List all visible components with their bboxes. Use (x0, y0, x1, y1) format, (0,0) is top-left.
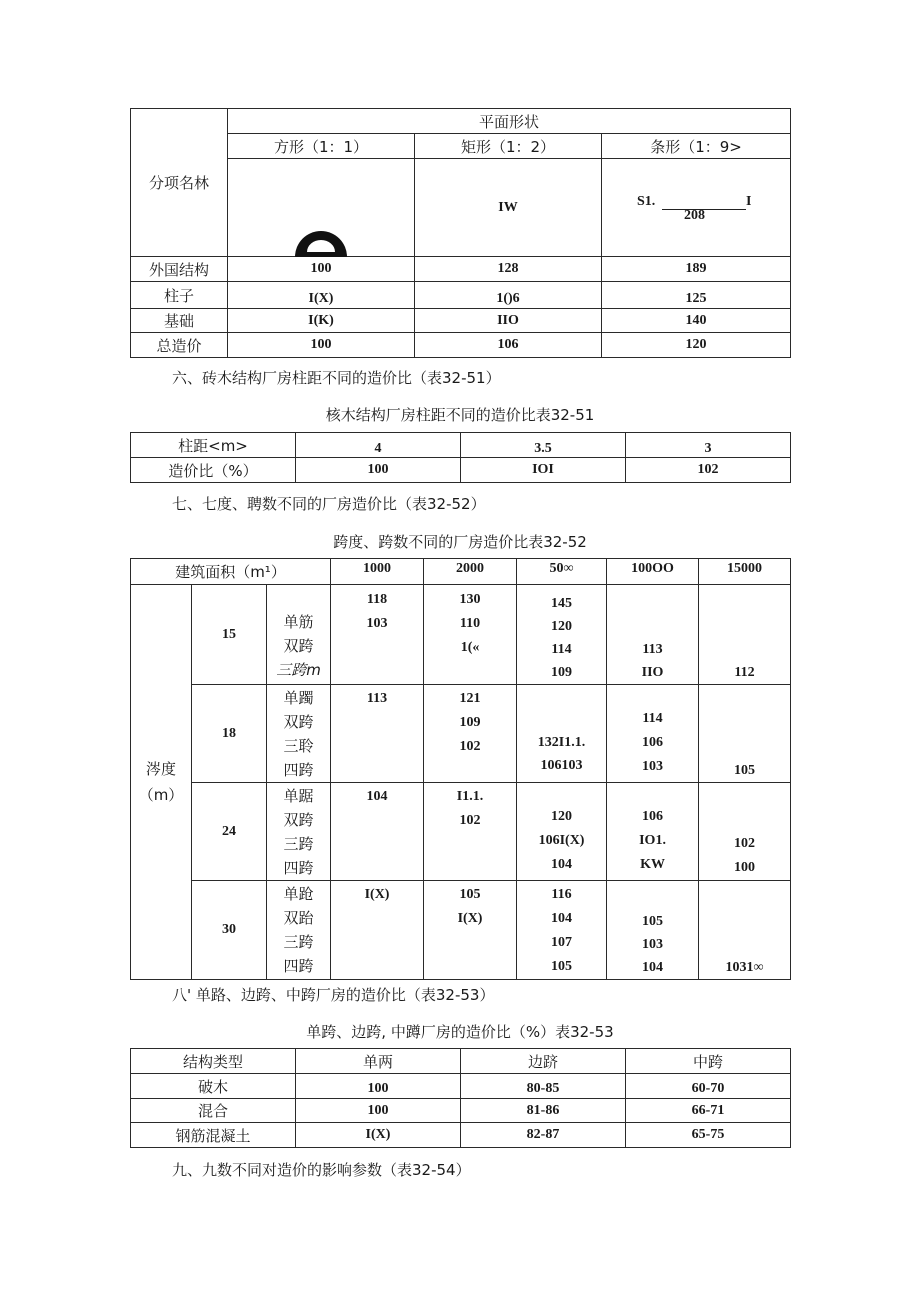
table-cell: IIO (641, 665, 664, 680)
span-type: 双跆 (283, 909, 314, 927)
cell-5000 (517, 881, 607, 980)
table-cell: 113 (642, 642, 663, 657)
cell-2000 (424, 881, 517, 980)
table-cell: 60-70 (626, 1074, 791, 1099)
row-label: 外国结构 (131, 257, 228, 282)
span-type: 双跨 (283, 637, 314, 655)
table-51-caption: 核木结构厂房柱距不同的造价比表32-51 (325, 406, 595, 424)
row-label: 总造价 (131, 333, 228, 358)
table-cell: 102 (626, 458, 791, 483)
cell-1000 (331, 783, 424, 881)
cell-15000 (699, 585, 791, 685)
table-cell: 105 (734, 763, 756, 778)
span-type: 三跨 (283, 835, 314, 853)
rectangle-shape-value: IW (415, 159, 602, 257)
span-type: 四跨 (283, 957, 314, 975)
area-col-header: 100OO (607, 559, 699, 585)
table-cell: 104 (642, 960, 664, 975)
table-cell: 3 (626, 433, 791, 458)
area-col-header: 50∞ (517, 559, 607, 585)
table-cell: 114 (642, 711, 663, 726)
span-types (267, 783, 331, 881)
plan-shape-header: 平面形状 (228, 109, 791, 134)
table-cell: I(X) (296, 1123, 461, 1148)
table-cell: I(X) (364, 887, 390, 902)
col-header: 中跨 (626, 1049, 791, 1074)
span-type: 三跨 (283, 933, 314, 951)
table-cell: 189 (602, 257, 791, 282)
span-value: 24 (192, 783, 267, 881)
strip-right-label: I (746, 194, 752, 209)
span-types (267, 881, 331, 980)
table-cell: IO1. (639, 833, 666, 848)
cell-1000 (331, 685, 424, 783)
table-cell: 105 (459, 887, 481, 902)
table-cell: 140 (602, 309, 791, 333)
table-cell: I(X) (228, 282, 415, 309)
table-cell: 110 (459, 616, 481, 631)
span-value: 18 (192, 685, 267, 783)
span-type: 四跨 (283, 761, 314, 779)
table-cell: 128 (415, 257, 602, 282)
table-52-caption: 跨度、跨数不同的厂房造价比表32-52 (333, 533, 587, 551)
table-cell: 66-71 (626, 1099, 791, 1123)
span-type: 双跨 (283, 811, 314, 829)
cell-15000 (699, 685, 791, 783)
strip-bottom-label: 208 (684, 208, 705, 223)
table-cell: 102 (459, 813, 481, 828)
table-cell: 106 (642, 735, 664, 750)
table-cell: 100 (296, 458, 461, 483)
section-six-heading: 六、砖木结构厂房柱距不同的造价比（表32-51） (172, 369, 501, 387)
table-cell: 145 (551, 596, 573, 611)
row-label: 基础 (131, 309, 228, 333)
span-type: 单躅 (283, 689, 314, 707)
table-cell: 112 (734, 665, 755, 680)
col-header-rectangle: 矩形（1：2） (415, 134, 602, 159)
table-cell: 100 (296, 1074, 461, 1099)
table-cell: 80-85 (461, 1074, 626, 1099)
column-spacing-table (130, 432, 791, 483)
col-header: 结构类型 (131, 1049, 296, 1074)
col-header: 单两 (296, 1049, 461, 1074)
row-label: 柱子 (131, 282, 228, 309)
row-label: 混合 (131, 1099, 296, 1123)
table-cell: 103 (366, 616, 388, 631)
row-label: 钢筋混凝土 (131, 1123, 296, 1148)
cell-10000 (607, 783, 699, 881)
area-col-header: 2000 (424, 559, 517, 585)
cell-5000 (517, 783, 607, 881)
table-cell: 113 (366, 691, 388, 706)
span-value: 15 (192, 585, 267, 685)
table-cell: IIO (415, 309, 602, 333)
span-type: 双跨 (283, 713, 314, 731)
table-cell: 3.5 (461, 433, 626, 458)
table-cell: I(X) (457, 911, 483, 926)
cell-2000 (424, 585, 517, 685)
table-cell: 106I(X) (538, 833, 585, 848)
table-cell: 104 (551, 857, 573, 872)
table-cell: 100 (734, 860, 756, 875)
row-label: 柱距<m> (131, 433, 296, 458)
table-cell: 130 (459, 592, 481, 607)
row-label: 破木 (131, 1074, 296, 1099)
span-types (267, 685, 331, 783)
table-cell: 120 (551, 619, 573, 634)
span-count-cost-table (130, 558, 791, 980)
table-cell: 81-86 (461, 1099, 626, 1123)
table-cell: 103 (642, 937, 664, 952)
table-cell: 120 (602, 333, 791, 358)
table-cell: 104 (366, 789, 388, 804)
cell-1000 (331, 585, 424, 685)
table-cell: 121 (459, 691, 481, 706)
table-53-caption: 单跨、边跨, 中蹲厂房的造价比（%）表32-53 (306, 1023, 614, 1041)
span-label-text: 涔度 (145, 760, 176, 778)
plan-shape-cost-table (130, 108, 791, 358)
strip-top-label: S1. (637, 194, 656, 209)
table-cell: 102 (459, 739, 481, 754)
table-cell: 100 (296, 1099, 461, 1123)
table-cell: 1031∞ (725, 960, 764, 975)
row-label-header: 分项名林 (131, 109, 228, 257)
area-header: 建筑面积（m¹） (131, 559, 331, 585)
span-type: 四跨 (283, 859, 314, 877)
span-label-unit: （m） (138, 786, 184, 804)
span-position-cost-table (130, 1048, 791, 1148)
table-cell: I1.1. (456, 789, 484, 804)
table-cell: 100 (228, 333, 415, 358)
table-cell: 118 (366, 592, 388, 607)
area-col-header: 15000 (699, 559, 791, 585)
table-cell: 105 (642, 914, 664, 929)
cell-2000 (424, 783, 517, 881)
span-type: 单筋 (283, 613, 314, 631)
table-cell: 100 (228, 257, 415, 282)
table-cell: 120 (551, 809, 573, 824)
table-cell: 107 (551, 935, 573, 950)
table-cell: 4 (296, 433, 461, 458)
table-cell: 106 (415, 333, 602, 358)
cell-5000 (517, 685, 607, 783)
table-cell: KW (640, 857, 665, 872)
table-cell: I(K) (228, 309, 415, 333)
row-label: 造价比（%） (131, 458, 296, 483)
cell-5000 (517, 585, 607, 685)
table-cell: 109 (459, 715, 481, 730)
table-cell: 103 (642, 759, 664, 774)
table-cell: 1(« (460, 640, 480, 655)
table-cell: IOI (461, 458, 626, 483)
square-shape-cell (228, 159, 415, 257)
span-type: 单跄 (283, 885, 314, 903)
area-col-header: 1000 (331, 559, 424, 585)
semicircle-icon (293, 228, 349, 258)
span-side-label (131, 585, 192, 980)
table-cell: 105 (551, 959, 573, 974)
cell-1000 (331, 881, 424, 980)
cell-10000 (607, 881, 699, 980)
table-cell: 106103 (540, 758, 583, 773)
table-cell: 65-75 (626, 1123, 791, 1148)
table-cell: 102 (734, 836, 756, 851)
col-header-square: 方形（1：1） (228, 134, 415, 159)
span-types (267, 585, 331, 685)
section-seven-heading: 七、七度、聘数不同的厂房造价比（表32-52） (172, 495, 486, 513)
table-cell: 114 (551, 642, 572, 657)
table-cell: 1()6 (415, 282, 602, 309)
table-cell: 132I1.1. (537, 735, 586, 750)
cell-15000 (699, 881, 791, 980)
table-cell: 116 (551, 887, 572, 902)
section-nine-heading: 九、九数不同对造价的影响参数（表32-54） (172, 1161, 471, 1179)
span-value: 30 (192, 881, 267, 980)
table-cell: 125 (602, 282, 791, 309)
section-eight-heading: 八' 单路、边跨、中跨厂房的造价比（表32-53） (172, 986, 495, 1004)
cell-15000 (699, 783, 791, 881)
cell-10000 (607, 685, 699, 783)
col-header: 边跻 (461, 1049, 626, 1074)
cell-2000 (424, 685, 517, 783)
strip-shape-cell (602, 159, 791, 257)
table-cell: 82-87 (461, 1123, 626, 1148)
span-type: 单踞 (283, 787, 314, 805)
table-cell: 109 (551, 665, 573, 680)
table-cell: 104 (551, 911, 573, 926)
span-type: 三跨m (276, 661, 321, 679)
span-type: 三聆 (283, 737, 314, 755)
col-header-strip: 条形（1：9> (602, 134, 791, 159)
table-cell: 106 (642, 809, 664, 824)
cell-10000 (607, 585, 699, 685)
